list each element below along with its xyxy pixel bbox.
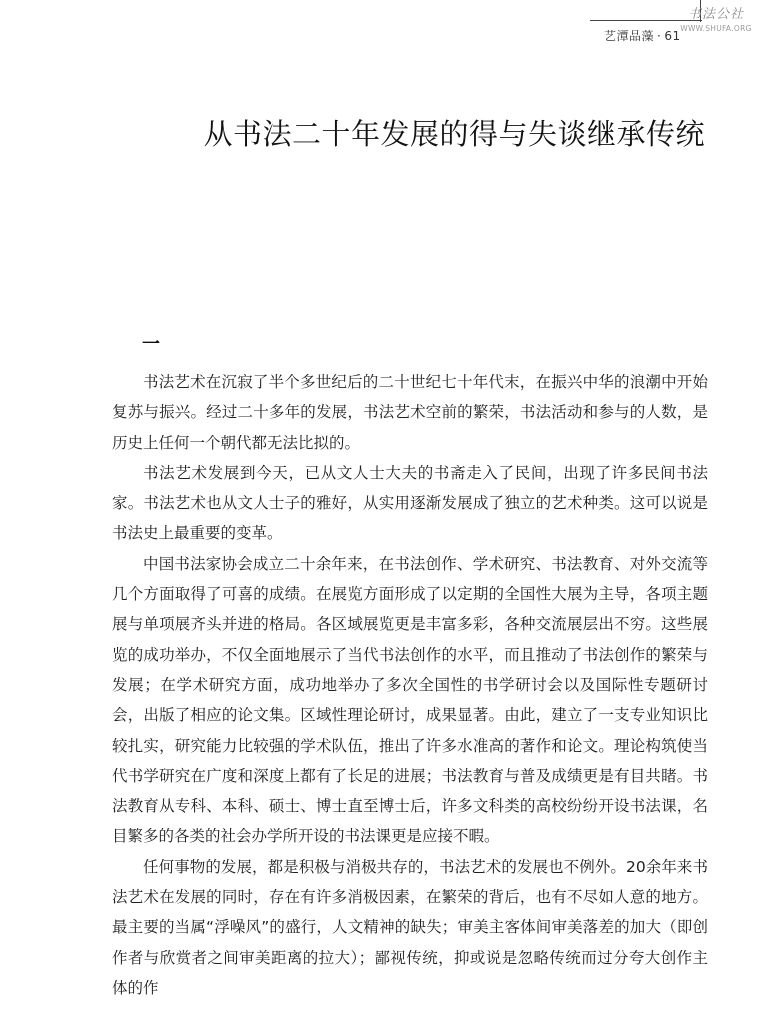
- watermark-url: WWW.SHUFA.ORG: [680, 24, 752, 33]
- paragraph: 任何事物的发展，都是积极与消极共存的，书法艺术的发展也不例外。20余年来书法艺术在发展的同时，存在有许多消极因素，在繁荣的背后，也有不尽如人意的地方。最主要的当属“浮噪风”的盛行，人文精神的缺失；审美主客体间审美落差的加大（即创作者与欣赏者之间审美距离的拉大）；鄙视传统，抑或说是忽略传统而过分夸大创作主体的作: [112, 857, 708, 997]
- section-name: 艺潭品藻: [604, 29, 655, 43]
- article-body: [112, 367, 708, 1003]
- watermark: [676, 6, 756, 46]
- paragraph: 中国书法家协会成立二十余年来，在书法创作、学术研究、书法教育、对外交流等几个方面取得了可喜的成绩。在展览方面形成了以定期的全国性大展为主导，各项主题展与单项展齐头并进的格局。各区域展览更是丰富多彩，各种交流展层出不穷。这些展览的成功举办，不仅全面地展示了当代书法创作的水平，而且推动了书法创作的繁荣与发展；在学术研究方面，成功地举办了多次全国性的书学研讨会以及国际性专题研讨会，出版了相应的论文集。区域性理论研讨，成果显著。由此，建立了一支专业知识比较扎实，研究能力比较强的学术队伍，推出了许多水准高的著作和论文。理论构筑使当代书学研究在广度和深度上都有了长足的进展；书法教育与普及成绩更是有目共睹。书法教育从专科、本科、硕士、博士直至博士后，许多文科类的高校纷纷开设书法课，名目繁多的各类的社会办学所开设的书法课更是应接不暇。: [112, 554, 708, 846]
- header-separator: ·: [657, 29, 662, 43]
- section-number: 一: [142, 334, 160, 355]
- running-head: [604, 27, 681, 44]
- paragraph: 书法艺术在沉寂了半个多世纪后的二十世纪七十年代末，在振兴中华的浪潮中开始复苏与振兴。经过二十多年的发展，书法艺术空前的繁荣，书法活动和参与的人数，是历史上任何一个朝代都无法比拟的。: [112, 373, 708, 452]
- article-title: 从书法二十年发展的得与失谈继承传统: [203, 117, 705, 151]
- paragraph: 书法艺术发展到今天，已从文人士大夫的书斋走入了民间，出现了许多民间书法家。书法艺术也从文人士子的雅好，从实用逐渐发展成了独立的艺术种类。这可以说是书法史上最重要的变革。: [112, 463, 708, 543]
- watermark-name: 书法公社: [687, 7, 744, 22]
- page-number: 61: [664, 29, 681, 43]
